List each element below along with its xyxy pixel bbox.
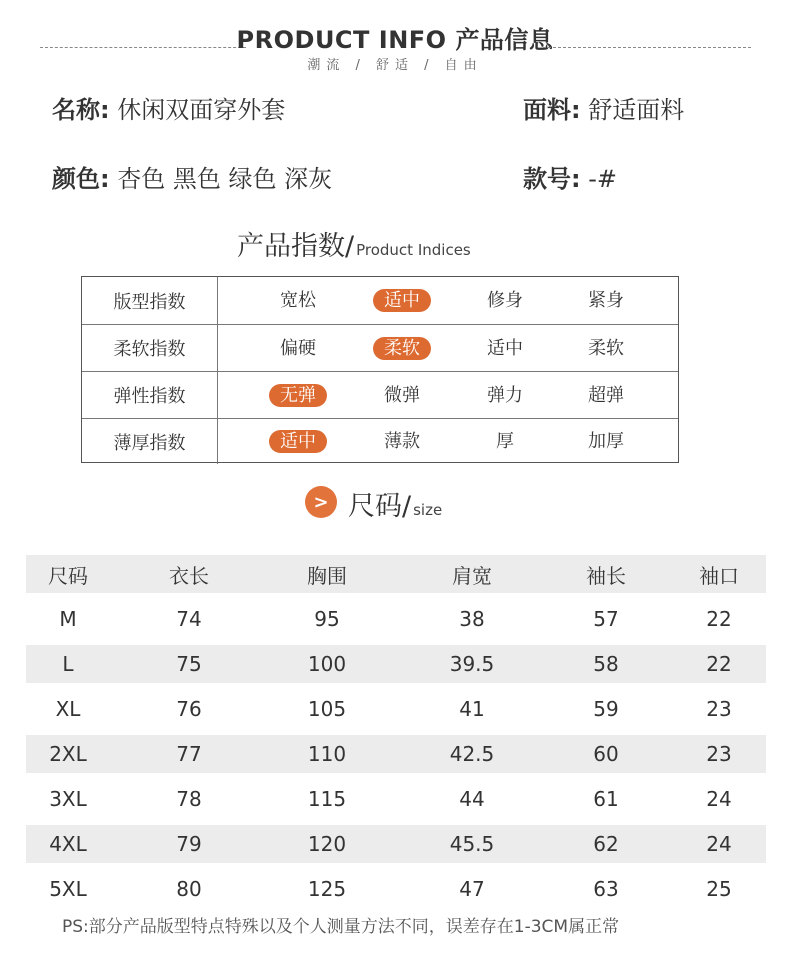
size-cell: 23: [706, 697, 732, 721]
indices-option-text: 弹力: [487, 384, 523, 406]
size-table-row: [26, 645, 766, 683]
size-cell: 45.5: [449, 832, 495, 856]
size-cell: 105: [307, 697, 347, 721]
indices-option: [556, 325, 656, 371]
size-table-row: [26, 735, 766, 773]
size-cell: 44: [459, 787, 485, 811]
indices-row: [82, 324, 678, 371]
size-cell: 42.5: [449, 742, 495, 766]
indices-title-zh: 产品指数/: [237, 231, 355, 262]
indices-option: [556, 419, 656, 464]
indices-option: [352, 372, 452, 418]
size-cell: 74: [176, 607, 202, 631]
info-color-value: 杏色 黑色 绿色 深灰: [117, 165, 333, 193]
info-fabric-label: 面料:: [523, 96, 581, 124]
indices-option-text: 适中: [373, 289, 431, 312]
indices-option-selected: [352, 325, 452, 371]
size-cell: 60: [593, 742, 619, 766]
size-cell: 22: [706, 652, 732, 676]
info-style: [523, 159, 617, 194]
indices-row: [82, 277, 678, 324]
indices-option-text: 无弹: [269, 384, 327, 407]
info-color: [52, 159, 332, 194]
size-cell: 80: [176, 877, 202, 901]
size-header-cell: 衣长: [169, 563, 209, 588]
size-cell: XL: [55, 697, 81, 721]
info-name: [52, 90, 285, 125]
indices-option-text: 加厚: [588, 431, 624, 452]
indices-option-text: 适中: [487, 337, 523, 359]
size-cell: 58: [593, 652, 619, 676]
indices-option-text: 柔软: [373, 337, 431, 360]
size-cell: 4XL: [49, 832, 87, 856]
size-header-cell: 胸围: [307, 563, 347, 588]
measurement-note: PS:部分产品版型特点特殊以及个人测量方法不同，误差存在1-3CM属正常: [62, 917, 620, 937]
size-cell: 23: [706, 742, 732, 766]
indices-row: [82, 418, 678, 464]
size-cell: L: [62, 652, 74, 676]
indices-option: [556, 372, 656, 418]
size-table-row: [26, 690, 766, 728]
size-cell: 77: [176, 742, 202, 766]
indices-option-text: 厚: [496, 431, 514, 452]
size-cell: 78: [176, 787, 202, 811]
size-cell: 59: [593, 697, 619, 721]
size-cell: 25: [706, 877, 732, 901]
size-cell: 76: [176, 697, 202, 721]
size-cell: 38: [459, 607, 485, 631]
indices-row: [82, 371, 678, 418]
indices-option: [455, 419, 555, 464]
indices-option: [455, 277, 555, 324]
indices-option-text: 宽松: [280, 290, 316, 311]
size-cell: 24: [706, 832, 732, 856]
indices-option-text: 适中: [269, 430, 327, 453]
size-cell: 110: [307, 742, 347, 766]
info-name-label: 名称:: [52, 96, 110, 124]
size-header-cell: 肩宽: [452, 563, 492, 588]
indices-option-text: 偏硬: [280, 337, 316, 359]
indices-option-selected: [248, 419, 348, 464]
size-table-row: [26, 825, 766, 863]
size-title-en: size: [413, 501, 443, 519]
info-name-value: 休闲双面穿外套: [117, 96, 286, 124]
size-cell: 5XL: [49, 877, 87, 901]
info-fabric: [523, 90, 684, 125]
size-cell: 41: [459, 697, 485, 721]
indices-title: [237, 224, 471, 263]
size-cell: 57: [593, 607, 619, 631]
size-cell: M: [59, 607, 77, 631]
size-cell: 100: [307, 652, 347, 676]
indices-title-en: Product Indices: [356, 241, 471, 259]
page-header: [0, 14, 790, 74]
indices-option-selected: [352, 277, 452, 324]
size-cell: 75: [176, 652, 202, 676]
info-color-label: 颜色:: [52, 165, 110, 193]
indices-option-text: 超弹: [588, 384, 624, 406]
size-cell: 47: [459, 877, 485, 901]
size-cell: 62: [593, 832, 619, 856]
indices-option: [556, 277, 656, 324]
indices-option: [248, 325, 348, 371]
size-cell: 95: [314, 607, 340, 631]
size-cell: 125: [307, 877, 347, 901]
size-table-row: [26, 870, 766, 908]
indices-row-label: 薄厚指数: [82, 419, 218, 464]
size-cell: 120: [307, 832, 347, 856]
page-title: PRODUCT INFO 产品信息: [236, 26, 554, 54]
info-fabric-value: 舒适面料: [588, 96, 685, 124]
size-header-cell: 袖口: [699, 563, 739, 588]
size-cell: 115: [307, 787, 347, 811]
indices-option-text: 紧身: [588, 290, 624, 311]
size-cell: 3XL: [49, 787, 87, 811]
size-table-header: [26, 555, 766, 593]
indices-option: [455, 372, 555, 418]
indices-option: [352, 419, 452, 464]
size-cell: 63: [593, 877, 619, 901]
size-cell: 79: [176, 832, 202, 856]
size-title: [348, 484, 442, 523]
size-title-zh: 尺码/: [348, 491, 412, 522]
indices-table: [81, 276, 679, 463]
indices-option-text: 微弹: [384, 384, 420, 406]
size-cell: 39.5: [449, 652, 495, 676]
indices-option: [455, 325, 555, 371]
indices-row-label: 柔软指数: [82, 325, 218, 371]
size-cell: 61: [593, 787, 619, 811]
indices-option: [248, 277, 348, 324]
indices-row-label: 版型指数: [82, 277, 218, 324]
size-cell: 2XL: [49, 742, 87, 766]
size-header-cell: 尺码: [48, 563, 88, 588]
info-style-value: -#: [588, 165, 618, 193]
chevron-right-icon: >: [305, 486, 337, 518]
size-table-row: [26, 600, 766, 638]
page-subtitle: 潮流 / 舒适 / 自由: [307, 58, 483, 73]
size-cell: 24: [706, 787, 732, 811]
info-style-label: 款号:: [523, 165, 581, 193]
size-cell: 22: [706, 607, 732, 631]
size-table-row: [26, 780, 766, 818]
size-header-cell: 袖长: [586, 563, 626, 588]
indices-option-text: 薄款: [384, 431, 420, 452]
indices-option-text: 柔软: [588, 337, 624, 359]
indices-option-selected: [248, 372, 348, 418]
indices-row-label: 弹性指数: [82, 372, 218, 418]
header-divider-right: [543, 47, 751, 48]
indices-option-text: 修身: [487, 290, 523, 311]
